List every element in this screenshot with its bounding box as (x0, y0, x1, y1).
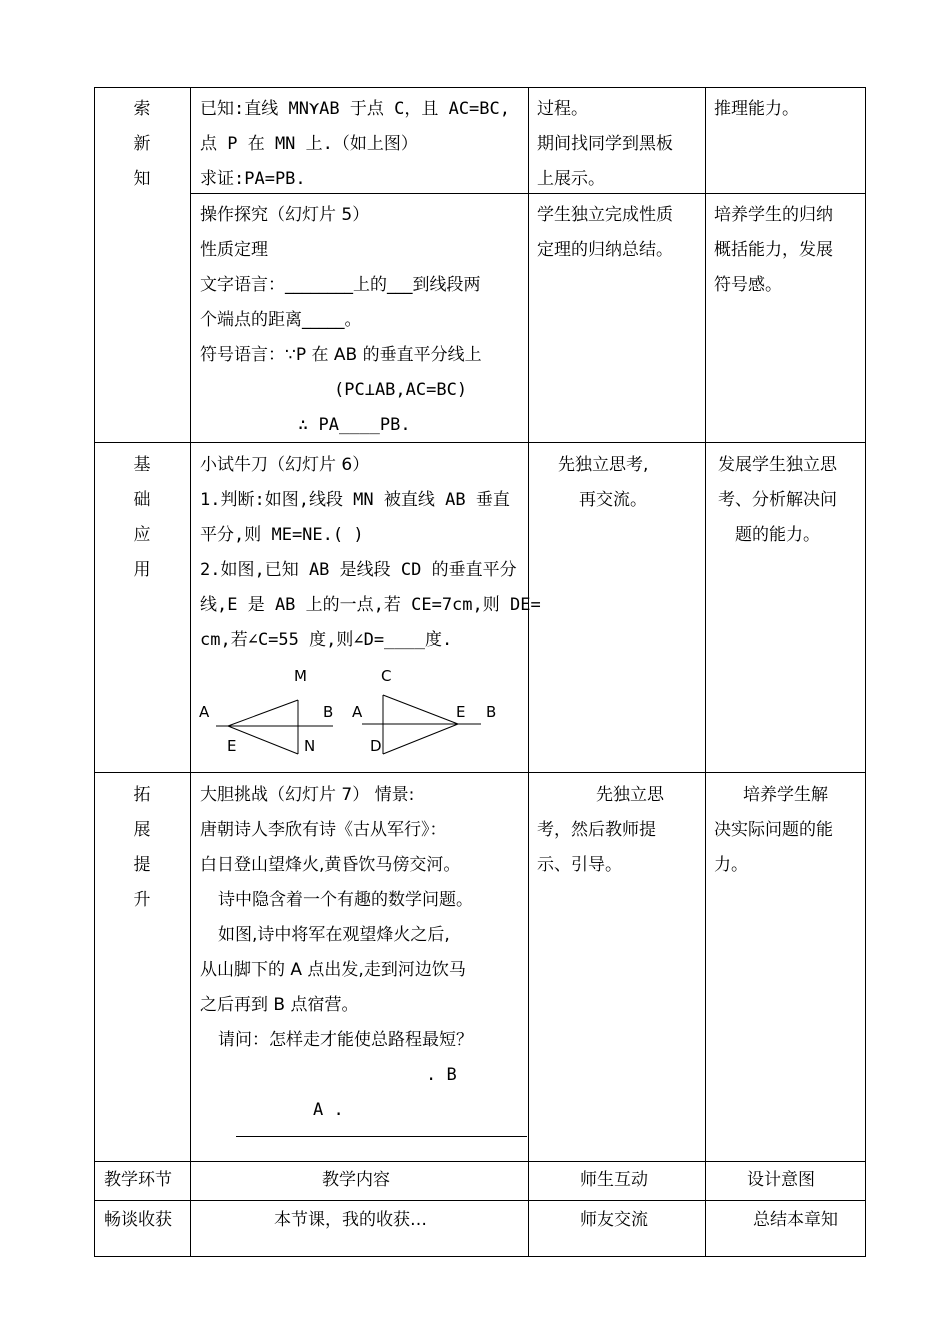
figure-1-label-m: M (294, 667, 307, 685)
section-label-basic: 基 础 应 用 (133, 455, 151, 580)
extend-intent-2: 决实际问题的能 (714, 820, 833, 840)
river-point-b: . B (426, 1065, 457, 1085)
given-line-1: 已知:直线 MN⋎AB 于点 C，且 AC=BC, (200, 99, 510, 119)
figure-1-label-b: B (323, 703, 334, 721)
header-intent: 设计意图 (747, 1170, 815, 1190)
header-interaction: 师生互动 (580, 1170, 648, 1190)
figure-geometry (190, 660, 528, 770)
extend-intent-3: 力。 (714, 855, 748, 875)
basic-interaction-1: 先独立思考, (558, 455, 649, 475)
summary-content: 本节课，我的收获… (274, 1210, 427, 1230)
question-1-line-1: 1.判断:如图,线段 MN 被直线 AB 垂直 (200, 490, 510, 510)
section-label-extend: 拓 展 提 升 (133, 785, 151, 910)
given-line-3: 求证:PA=PB. (200, 169, 306, 189)
header-content: 教学内容 (322, 1170, 390, 1190)
extend-interaction-2: 考，然后教师提 (537, 820, 656, 840)
figure-1-label-a: A (199, 703, 210, 721)
summary-interaction: 师友交流 (580, 1210, 648, 1230)
theorem-intent-3: 符号感。 (714, 275, 782, 295)
section-label-explore: 索 新 知 (133, 99, 151, 189)
extend-interaction-3: 示、引导。 (537, 855, 622, 875)
theorem-text-line-2: 个端点的距离_____。 (200, 310, 362, 330)
explore-interaction-3: 上展示。 (537, 169, 605, 189)
basic-intent-1: 发展学生独立思 (718, 455, 837, 475)
explore-intent: 推理能力。 (714, 99, 799, 119)
figure-2-label-b: B (486, 703, 497, 721)
extend-line-2: 白日登山望烽火,黄昏饮马傍交河。 (200, 855, 461, 875)
theorem-title: 操作探究（幻灯片 5） (200, 205, 370, 225)
extend-line-3: 诗中隐含着一个有趣的数学问题。 (218, 890, 473, 910)
theorem-interaction-1: 学生独立完成性质 (537, 205, 673, 225)
extend-line-7: 请问：怎样走才能使总路程最短？ (218, 1030, 473, 1050)
explore-interaction-1: 过程。 (537, 99, 588, 119)
extend-line-6: 之后再到 B 点宿营。 (200, 995, 359, 1015)
basic-interaction-2: 再交流。 (579, 490, 647, 510)
figure-2 (352, 667, 496, 755)
extend-title: 大胆挑战（幻灯片 7） 情景: (200, 785, 415, 805)
figure-1-label-e: E (227, 737, 237, 755)
figure-2-label-c: C (381, 667, 392, 685)
extend-line-4: 如图,诗中将军在观望烽火之后, (218, 925, 450, 945)
extend-interaction-1: 先独立思 (596, 785, 664, 805)
explore-interaction-2: 期间找同学到黑板 (537, 134, 673, 154)
extend-line-5: 从山脚下的 A 点出发,走到河边饮马 (200, 960, 466, 980)
river-line (236, 1136, 527, 1137)
question-1-line-2: 平分,则 ME=NE.( ) (200, 525, 364, 545)
extend-line-1: 唐朝诗人李欣有诗《古从军行》： (200, 820, 447, 840)
question-2-line-2: 线,E 是 AB 上的一点,若 CE=7cm,则 DE= (200, 595, 541, 615)
theorem-intent-2: 概括能力，发展 (714, 240, 833, 260)
figure-2-label-d: D (370, 737, 382, 755)
theorem-symbol-line-3: ∴ PA____PB. (298, 415, 411, 435)
summary-intent: 总结本章知 (753, 1210, 838, 1230)
extend-intent-1: 培养学生解 (743, 785, 828, 805)
river-point-a: A . (313, 1100, 344, 1120)
theorem-symbol-line-1: 符号语言：∵P 在 AB 的垂直平分线上 (200, 345, 482, 365)
theorem-text-line-1: 文字语言：________上的___到线段两 (200, 275, 481, 295)
figure-2-label-e: E (456, 703, 466, 721)
theorem-interaction-2: 定理的归纳总结。 (537, 240, 673, 260)
question-2-line-3: cm,若∠C=55 度,则∠D=____度. (200, 630, 453, 650)
figure-1-label-n: N (304, 737, 316, 755)
figure-2-label-a: A (352, 703, 363, 721)
given-line-2: 点 P 在 MN 上.（如上图） (200, 134, 418, 154)
basic-title: 小试牛刀（幻灯片 6） (200, 455, 370, 475)
theorem-symbol-line-2: (PC⊥AB,AC=BC) (334, 380, 468, 400)
summary-stage: 畅谈收获 (104, 1210, 172, 1230)
theorem-subtitle: 性质定理 (200, 240, 268, 260)
figure-1 (199, 667, 333, 755)
question-2-line-1: 2.如图,已知 AB 是线段 CD 的垂直平分 (200, 560, 517, 580)
header-stage: 教学环节 (104, 1170, 172, 1190)
basic-intent-3: 题的能力。 (735, 525, 820, 545)
theorem-intent-1: 培养学生的归纳 (714, 205, 833, 225)
basic-intent-2: 考、分析解决问 (718, 490, 837, 510)
